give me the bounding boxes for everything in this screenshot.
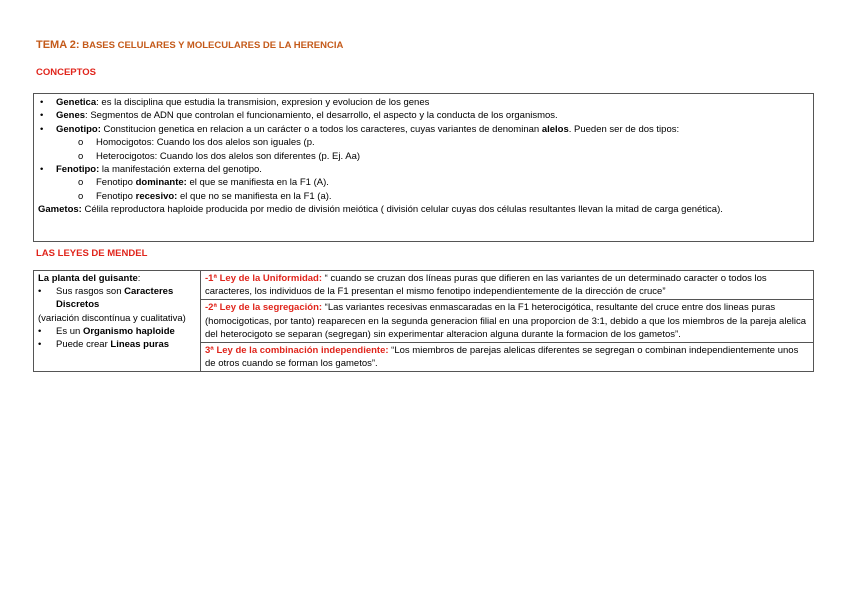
list-item <box>38 325 196 338</box>
guisante-title-text: La planta del guisante <box>38 273 138 284</box>
term-fenotipo: Fenotipo: <box>56 164 100 176</box>
ley-2-name: -2ª Ley de la segregación: <box>205 302 323 314</box>
list-item <box>38 109 809 122</box>
list-item <box>38 338 196 351</box>
def-gametos: Célila reproductora haploide producida por medio de división meiótica ( división celular cuyas dos células resultantes llevan la mitad de carga genética). <box>81 204 723 216</box>
item1-pre: Sus rasgos son <box>56 286 125 298</box>
ley-3-cell <box>201 343 814 372</box>
circle-bullet-icon: o <box>78 150 84 162</box>
ley-1-name: -1ª Ley de la Uniformidad: <box>205 273 323 284</box>
tema-subtitle: BASES CELULARES Y MOLECULARES DE LA HERENCIA <box>79 40 344 51</box>
ley-3-name: 3ª Ley de la combinación independiente: <box>205 345 389 357</box>
list-item <box>38 285 196 311</box>
term-recesivo: recesivo: <box>135 190 178 202</box>
gametos-line <box>38 203 809 216</box>
conceptos-heading: CONCEPTOS <box>36 67 97 78</box>
ley-3-text: “Los miembros de parejas alelicas diferentes se segregan o combinan independientemente unos de otros cuando se forman los gametos”. <box>205 345 799 370</box>
list-item <box>38 96 809 109</box>
circle-bullet-icon: o <box>78 190 84 202</box>
variacion-text: (variación discontínua y cualitativa) <box>38 312 186 324</box>
conceptos-box <box>33 93 814 242</box>
item3-bold: Lineas puras <box>110 339 170 351</box>
item1-bold: Caracteres Discretos <box>56 286 174 311</box>
item2-bold: Organismo haploide <box>82 325 175 337</box>
term-dominante: dominante: <box>135 177 187 189</box>
page-title <box>36 39 343 51</box>
bullet-icon: • <box>40 123 44 135</box>
def-genotipo-tail: . Pueden ser de dos tipos: <box>568 123 680 135</box>
mendel-table <box>33 270 814 372</box>
term-genes: Genes <box>56 110 86 122</box>
bullet-icon: • <box>38 286 42 298</box>
item2-pre: Es un <box>56 325 83 337</box>
sub-list-item <box>38 176 809 189</box>
circle-bullet-icon: o <box>78 177 84 189</box>
sub-list-item <box>38 136 809 149</box>
list-item <box>38 123 809 136</box>
guisante-title-colon: : <box>137 273 141 284</box>
def-homocigotos: Homocigotos: Cuando los dos alelos son iguales (p. <box>96 137 315 149</box>
list-item <box>38 163 809 176</box>
ley-2-text: “Las variantes recesivas enmascaradas en la F1 heterocigótica, resultante del cruce entre dos lineas puras (homocigoticas, por tanto) reaparecen en la segunda generacion filial en una proporcion de 3:1, debido a que los miembros de la pareja alelica del heterocigoto se separan (segregan) sin experimentar alteracion alguna durante la formacion de los gametos”. <box>205 302 806 340</box>
term-alelos: alelos <box>541 123 569 135</box>
bullet-icon: • <box>40 164 44 176</box>
bullet-icon: • <box>38 339 42 351</box>
circle-bullet-icon: o <box>78 137 84 149</box>
term-gametos: Gametos: <box>38 204 82 216</box>
bullet-icon: • <box>40 110 44 122</box>
def-fenotipo: la manifestación externa del genotipo. <box>99 164 262 176</box>
term-genetica: Genetica <box>56 97 97 108</box>
def-genes: : Segmentos de ADN que controlan el funcionamiento, el desarrollo, el aspecto y la conducta de los organismos. <box>85 110 558 122</box>
def-dominante: el que se manifiesta en la F1 (A). <box>186 177 329 189</box>
term-genotipo: Genotipo: <box>56 123 101 135</box>
def-heterocigotos: Heterocigotos: Cuando los dos alelos son diferentes (p. Ej. Aa) <box>96 150 361 162</box>
def-genetica: : es la disciplina que estudia la transmision, expresion y evolucion de los genes <box>96 97 430 108</box>
def-recesivo: el que no se manifiesta en la F1 (a). <box>177 190 332 202</box>
tema-label: TEMA 2: <box>36 39 80 51</box>
sub-list-item <box>38 190 809 203</box>
ley-1-text: “ cuando se cruzan dos líneas puras que difieren en las variantes de un determinado caracter o todos los caracteres, los individuos de la F1 presentan el mismo fenotipo independientemente de la dirección de cruce” <box>205 273 767 298</box>
item3-pre: Puede crear <box>56 339 111 351</box>
ley-1-cell <box>201 271 814 300</box>
fenotipo-pre: Fenotipo <box>96 177 136 189</box>
guisante-title <box>38 272 196 285</box>
bullet-icon: • <box>38 325 42 337</box>
def-genotipo: Constitucion genetica en relacion a un carácter o a todos los caracteres, cuyas variantes de denominan <box>100 123 542 135</box>
sub-list-item <box>38 150 809 163</box>
guisante-cell <box>34 271 201 372</box>
ley-2-cell <box>201 300 814 343</box>
leyes-heading: LAS LEYES DE MENDEL <box>36 248 148 259</box>
fenotipo-pre: Fenotipo <box>96 190 136 202</box>
bullet-icon: • <box>40 97 44 108</box>
